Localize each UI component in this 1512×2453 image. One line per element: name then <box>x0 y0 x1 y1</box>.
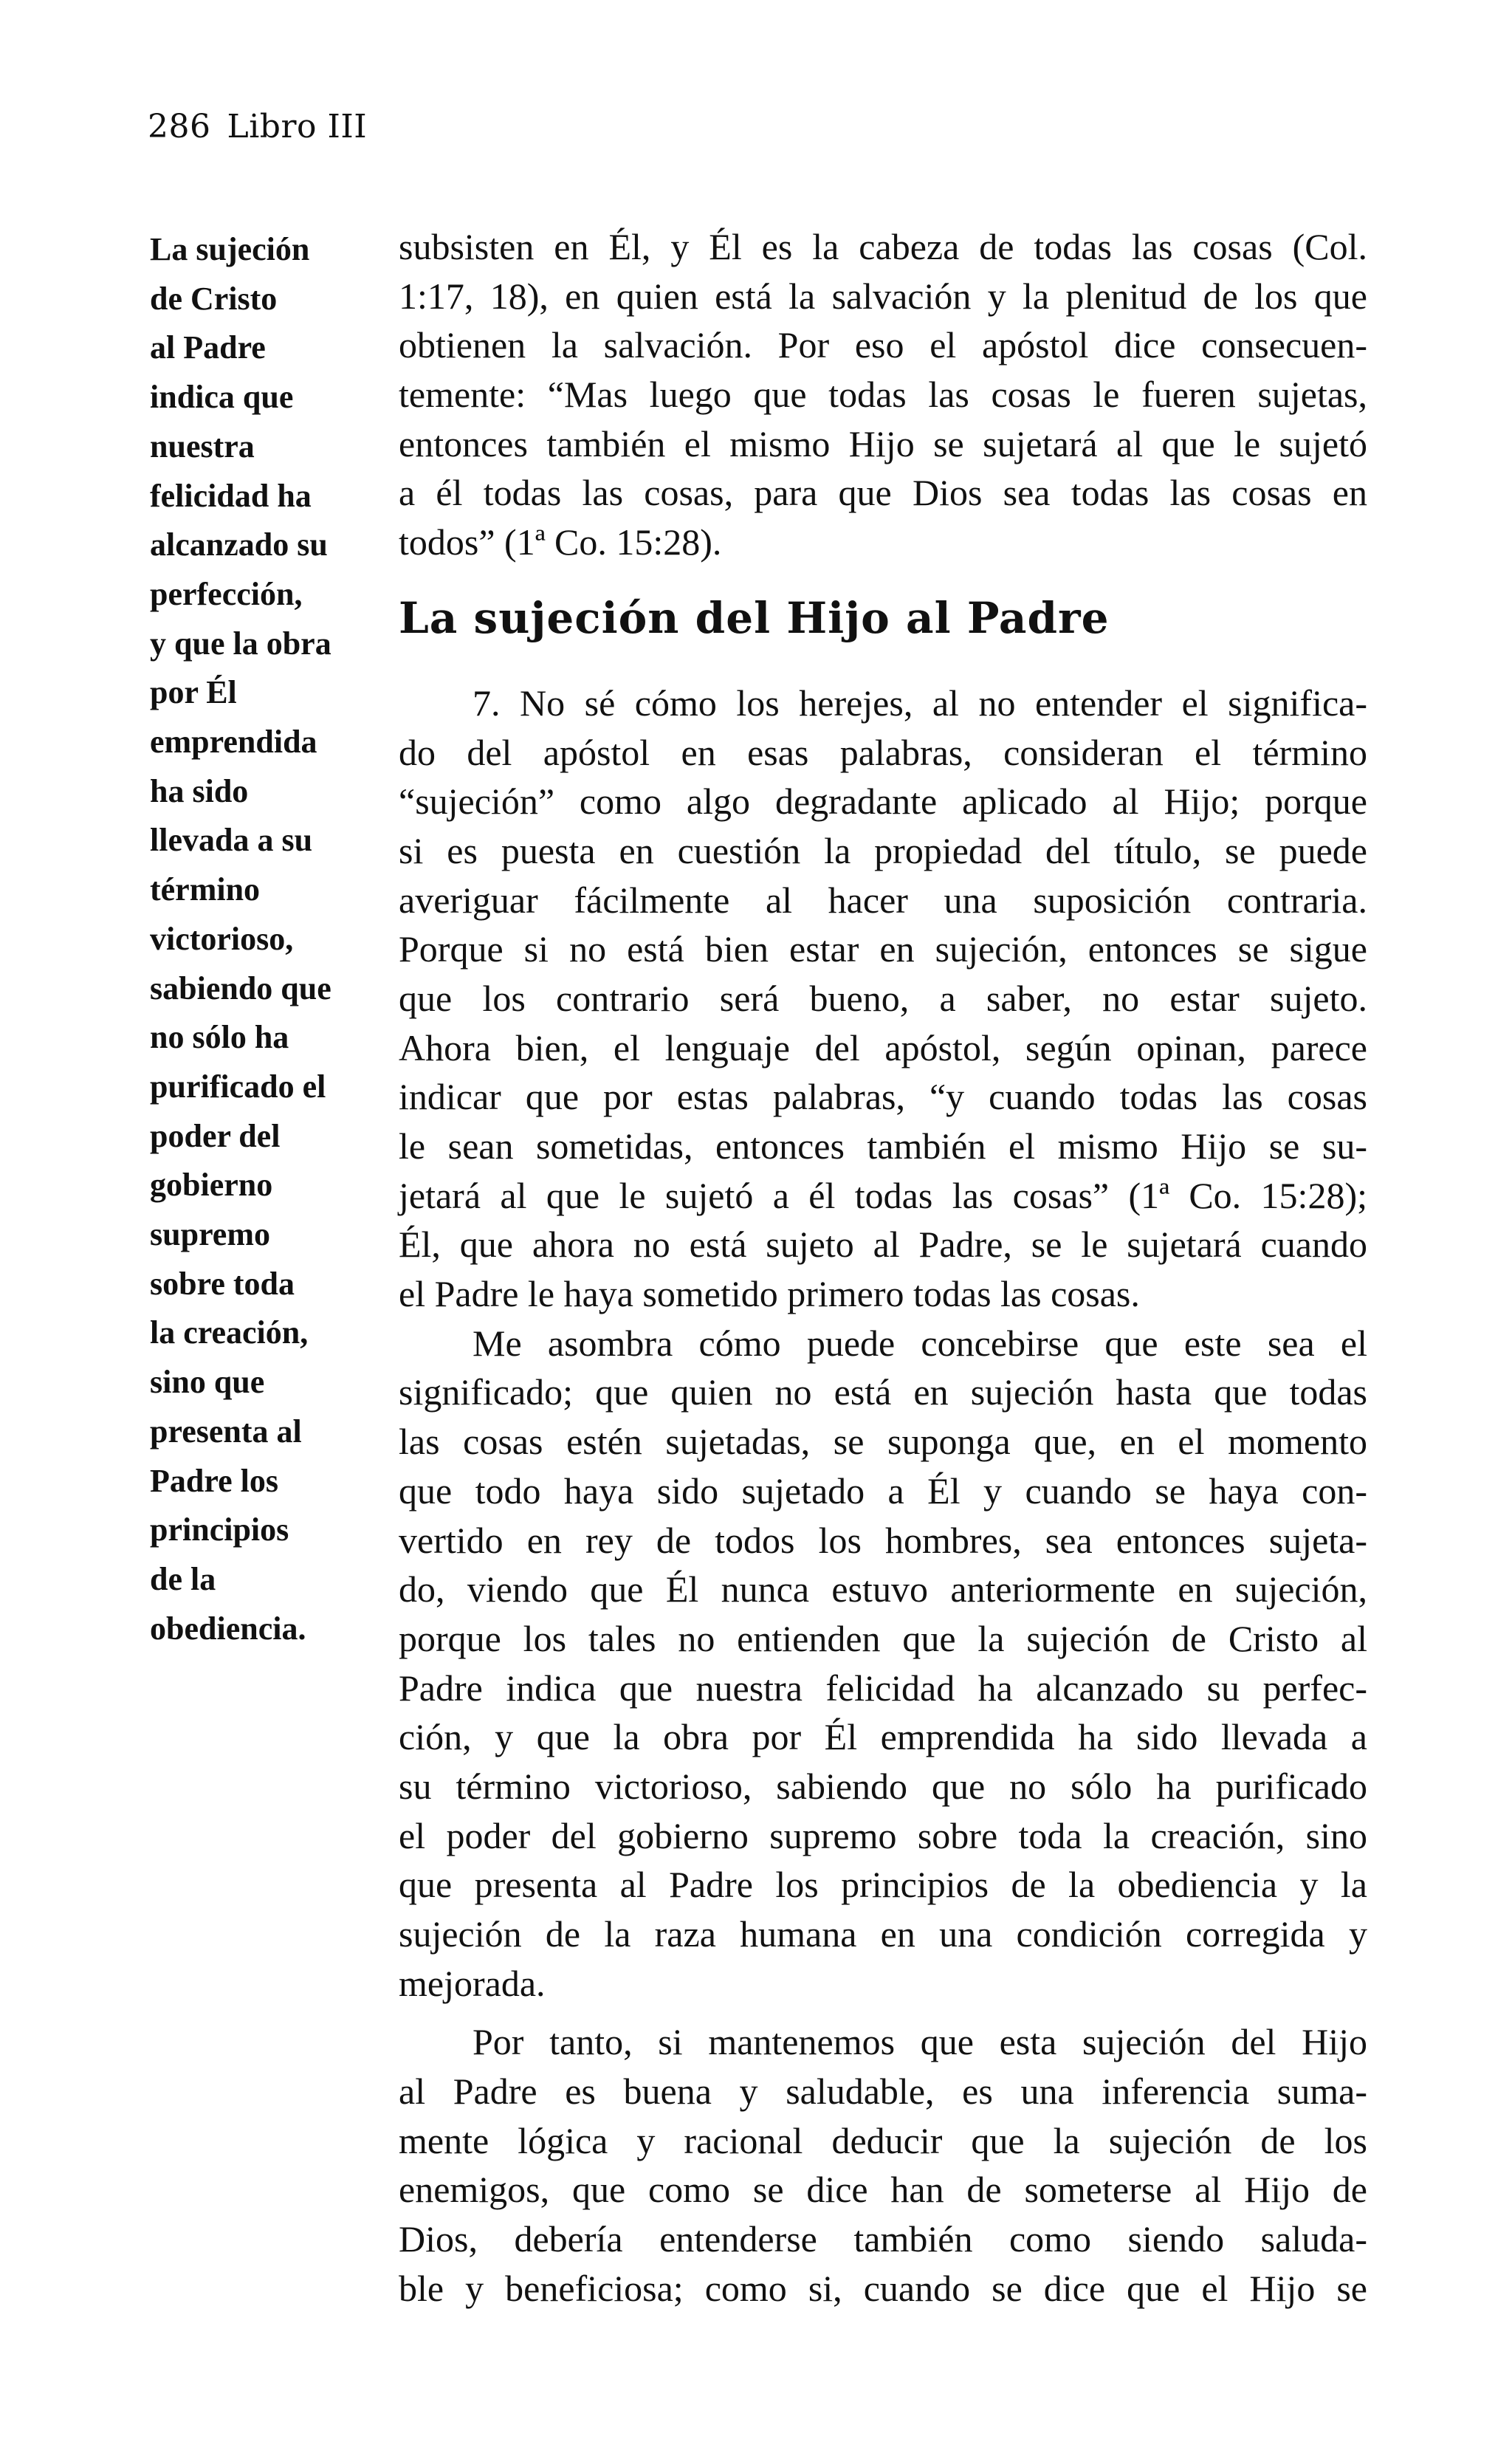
text-line: Por tanto, si mantenemos que esta sujeción del Hijo <box>472 2021 1367 2063</box>
paragraph-gap <box>399 2008 1367 2017</box>
text-line: que todo haya sido sujetado a Él y cuando se haya con- <box>399 1469 1367 1512</box>
margin-note-line: felicidad ha <box>150 477 312 514</box>
text-line: 7. No sé cómo los herejes, al no entender el significa- <box>472 682 1367 724</box>
text-line: Padre indica que nuestra felicidad ha alcanzado su perfec- <box>399 1667 1367 1709</box>
margin-note-line: victorioso, <box>150 920 294 957</box>
text-line: ción, y que la obra por Él emprendida ha sido llevada a <box>399 1716 1367 1758</box>
text-line: sujeción de la raza humana en una condición corregida y <box>399 1913 1367 1955</box>
text-line: le sean sometidas, entonces también el mismo Hijo se su- <box>399 1125 1367 1167</box>
body-text <box>399 222 1367 2313</box>
margin-note-line: término <box>150 871 261 908</box>
text-line: las cosas estén sujetadas, se suponga que, en el momento <box>399 1421 1367 1463</box>
margin-note-line: al Padre <box>150 329 266 366</box>
margin-note-line: obediencia. <box>150 1610 306 1647</box>
margin-note-line: sobre toda <box>150 1265 295 1302</box>
text-line: entonces también el mismo Hijo se sujetará al que le sujetó <box>399 422 1367 464</box>
text-line: que los contrario será bueno, a saber, no estar sujeto. <box>399 977 1367 1019</box>
text-line: Él, que ahora no está sujeto al Padre, se le sujetará cuando <box>399 1224 1367 1266</box>
margin-note-line: llevada a su <box>150 822 313 859</box>
section-heading: La sujeción del Hijo al Padre <box>399 592 1110 643</box>
text-line: subsisten en Él, y Él es la cabeza de todas las cosas (Col. <box>399 226 1367 267</box>
text-line: Dios, debería entenderse también como siendo saluda- <box>399 2218 1367 2260</box>
text-line: el Padre le haya sometido primero todas las cosas. <box>399 1273 1140 1315</box>
text-line: Me asombra cómo puede concebirse que este sea el <box>472 1322 1367 1364</box>
margin-note-line: La sujeción <box>150 231 310 267</box>
text-line: enemigos, que como se dice han de someterse al Hijo de <box>399 2169 1367 2211</box>
text-line: el poder del gobierno supremo sobre toda la creación, sino <box>399 1814 1367 1856</box>
text-line: jetará al que le sujetó a él todas las cosas” (1ª Co. 15:28); <box>399 1174 1367 1216</box>
margin-note-line: ha sido <box>150 772 249 809</box>
text-line: Porque si no está bien estar en sujeción, entonces se sigue <box>399 928 1367 970</box>
margin-note-line: y que la obra <box>150 625 331 662</box>
text-line: a él todas las cosas, para que Dios sea todas las cosas en <box>399 472 1367 514</box>
text-line: vertido en rey de todos los hombres, sea entonces sujeta- <box>399 1519 1367 1561</box>
text-line: si es puesta en cuestión la propiedad del título, se puede <box>399 829 1367 871</box>
text-line: obtienen la salvación. Por eso el apóstol dice consecuen- <box>399 324 1367 366</box>
margin-note-line: nuestra <box>150 428 255 464</box>
text-line: Ahora bien, el lenguaje del apóstol, según opinan, parece <box>399 1026 1367 1068</box>
text-line: mejorada. <box>399 1962 546 2004</box>
margin-note-line: presenta al <box>150 1413 302 1450</box>
text-line: 1:17, 18), en quien está la salvación y la plenitud de los que <box>399 275 1367 317</box>
text-line: que presenta al Padre los principios de la obediencia y la <box>399 1864 1367 1906</box>
text-line: do, viendo que Él nunca estuvo anteriormente en sujeción, <box>399 1568 1367 1610</box>
margin-note-line: perfección, <box>150 575 303 612</box>
margin-note-line: principios <box>150 1512 289 1548</box>
text-line: significado; que quien no está en sujeción hasta que todas <box>399 1371 1367 1413</box>
text-line: “sujeción” como algo degradante aplicado al Hijo; porque <box>399 780 1367 823</box>
text-line: do del apóstol en esas palabras, consideran el término <box>399 731 1367 773</box>
margin-note <box>150 225 371 1653</box>
margin-note-line: por Él <box>150 674 237 711</box>
text-line: porque los tales no entienden que la sujeción de Cristo al <box>399 1617 1367 1659</box>
paragraph-tanto <box>399 2017 1367 2313</box>
paragraph-asombra <box>399 1319 1367 2008</box>
book-title: Libro III <box>227 108 368 145</box>
text-line: todos” (1ª Co. 15:28). <box>399 521 722 563</box>
margin-note-line: purificado el <box>150 1068 326 1105</box>
margin-note-line: la creación, <box>150 1314 309 1351</box>
margin-note-line: poder del <box>150 1117 281 1154</box>
margin-note-line: gobierno <box>150 1167 273 1204</box>
text-line: averiguar fácilmente al hacer una suposición contraria. <box>399 879 1367 921</box>
text-line: mente lógica y racional deducir que la sujeción de los <box>399 2119 1367 2161</box>
text-line: temente: “Mas luego que todas las cosas le fueren sujetas, <box>399 374 1367 416</box>
running-head <box>148 108 368 145</box>
margin-note-line: de la <box>150 1560 216 1597</box>
margin-note-line: alcanzado su <box>150 526 328 563</box>
margin-note-line: Padre los <box>150 1462 278 1499</box>
intro-paragraph <box>399 222 1367 567</box>
text-line: al Padre es buena y saludable, es una inferencia suma- <box>399 2071 1367 2113</box>
page-number: 286 <box>148 108 211 145</box>
margin-note-line: sabiendo que <box>150 970 331 1006</box>
margin-note-line: de Cristo <box>150 280 278 317</box>
margin-note-line: supremo <box>150 1216 270 1253</box>
text-line: su término victorioso, sabiendo que no sólo ha purificado <box>399 1765 1367 1807</box>
margin-note-line: sino que <box>150 1364 265 1401</box>
text-line: indicar que por estas palabras, “y cuando todas las cosas <box>399 1076 1367 1118</box>
margin-note-line: indica que <box>150 379 294 416</box>
margin-note-line: emprendida <box>150 724 317 761</box>
margin-note-line: no sólo ha <box>150 1019 289 1056</box>
text-line: ble y beneficiosa; como si, cuando se dice que el Hijo se <box>399 2267 1367 2309</box>
paragraph-7 <box>399 679 1367 1319</box>
